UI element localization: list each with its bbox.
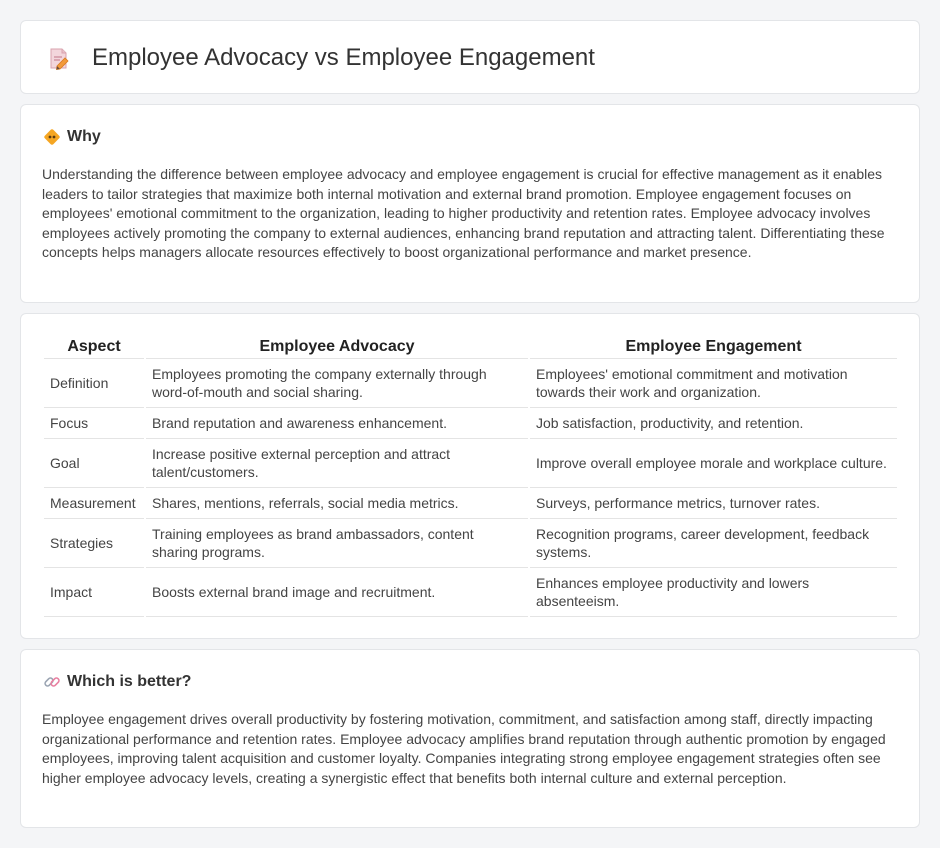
comparison-table: [42, 335, 899, 617]
row-engagement: Improve overall employee morale and workplace culture.: [530, 439, 897, 488]
row-engagement: Enhances employee productivity and lowers absenteeism.: [530, 568, 897, 617]
row-advocacy: Boosts external brand image and recruitment.: [146, 568, 528, 617]
header-employee-advocacy: Employee Advocacy: [146, 335, 528, 359]
table-row: [44, 359, 897, 408]
better-body: Employee engagement drives overall productivity by fostering motivation, commitment, and satisfaction among staff, directly impacting organizational performance and retention rates. Employee advocacy amplifies brand reputation through authentic promotion by engaged employees, improving talent acquisition and customer loyalty. Companies integrating strong employee engagement strategies often see higher employee advocacy levels, creating a synergistic effect that benefits both internal culture and external perception.: [42, 711, 886, 786]
row-advocacy: Employees promoting the company externally through word-of-mouth and social sharing.: [146, 359, 528, 408]
header-aspect: Aspect: [44, 335, 144, 359]
row-advocacy: Increase positive external perception and attract talent/customers.: [146, 439, 528, 488]
table-row: [44, 439, 897, 488]
row-aspect: Strategies: [44, 519, 144, 568]
row-aspect: Focus: [44, 408, 144, 439]
row-aspect: Goal: [44, 439, 144, 488]
better-heading: [43, 672, 191, 692]
page-title: Employee Advocacy vs Employee Engagement: [92, 44, 595, 71]
row-aspect: Impact: [44, 568, 144, 617]
row-advocacy: Training employees as brand ambassadors, content sharing programs.: [146, 519, 528, 568]
why-section: [20, 104, 920, 303]
why-heading: [43, 127, 101, 147]
row-aspect: Measurement: [44, 488, 144, 519]
row-advocacy: Brand reputation and awareness enhancement.: [146, 408, 528, 439]
table-row: [44, 488, 897, 519]
link-icon: [43, 673, 61, 691]
row-advocacy: Shares, mentions, referrals, social media metrics.: [146, 488, 528, 519]
comparison-section: [20, 313, 920, 639]
row-aspect: Definition: [44, 359, 144, 408]
row-engagement: Recognition programs, career development, feedback systems.: [530, 519, 897, 568]
header-employee-engagement: Employee Engagement: [530, 335, 897, 359]
title-card: [20, 20, 920, 94]
which-is-better-section: [20, 649, 920, 828]
table-row: [44, 408, 897, 439]
why-heading-label: Why: [67, 128, 101, 145]
row-engagement: Job satisfaction, productivity, and retention.: [530, 408, 897, 439]
diamond-sign-icon: [43, 128, 61, 146]
why-body: Understanding the difference between employee advocacy and employee engagement is crucial for effective management as it enables leaders to tailor strategies that maximize both internal motivation and external brand promotion. Employee engagement focuses on employees' emotional commitment to the organization, leading to higher productivity and retention rates. Employee advocacy involves employees actively promoting the company to external audiences, enhancing brand reputation and attracting talent. Differentiating these concepts helps managers allocate resources effectively to boost organizational performance and market presence.: [42, 166, 885, 260]
document-pencil-icon: [48, 47, 70, 71]
table-row: [44, 568, 897, 617]
row-engagement: Employees' emotional commitment and motivation towards their work and organization.: [530, 359, 897, 408]
row-engagement: Surveys, performance metrics, turnover rates.: [530, 488, 897, 519]
better-heading-label: Which is better?: [67, 673, 192, 690]
table-header-row: [44, 335, 897, 359]
table-row: [44, 519, 897, 568]
